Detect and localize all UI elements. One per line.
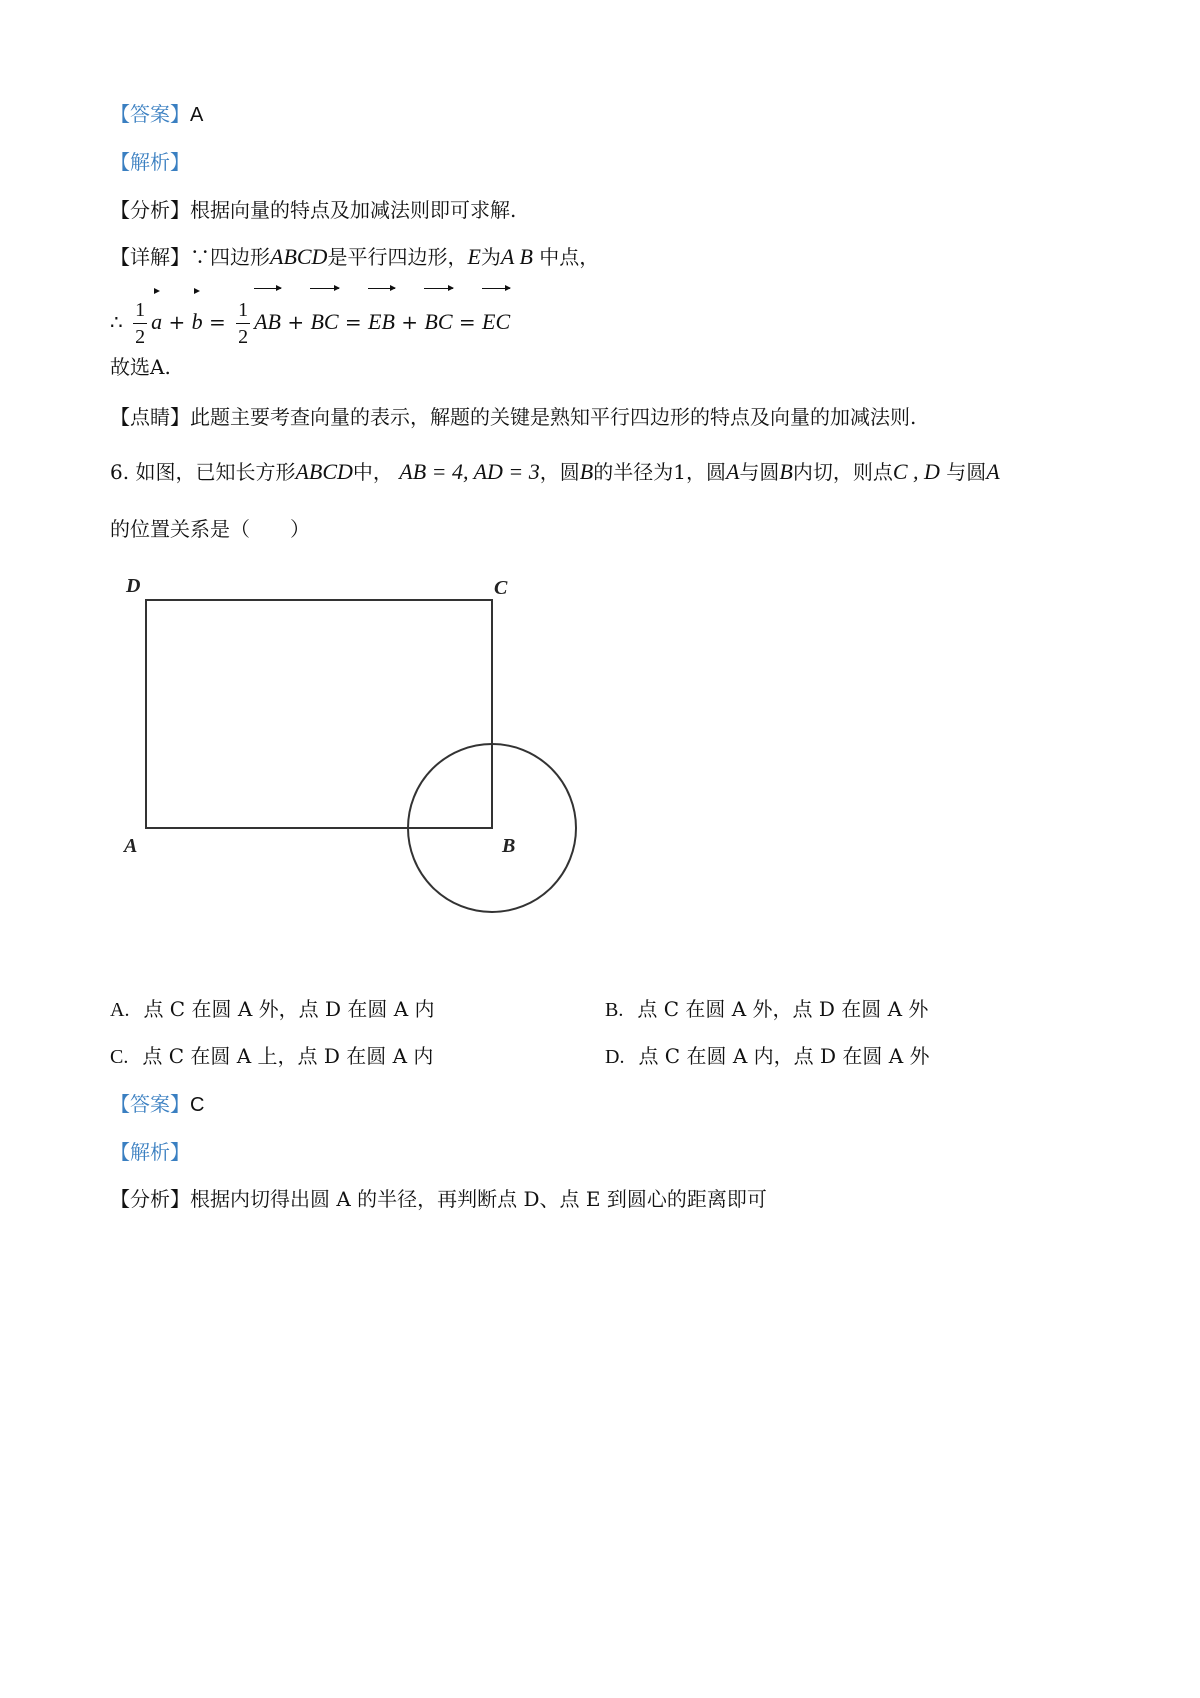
prev-analysis-line — [110, 148, 190, 176]
rectangle-abcd — [146, 600, 492, 828]
label-d: D — [126, 575, 141, 597]
option-letter: A. — [110, 999, 130, 1021]
option-text: 点 C 在圆 A 上，点 D 在圆 A 内 — [142, 1044, 434, 1068]
answer-tag: 【答案】 — [110, 1092, 190, 1116]
therefore-symbol: ∴ — [110, 310, 123, 334]
prev-xiangjie-line — [110, 243, 599, 271]
q6-abcd: ABCD — [295, 459, 353, 484]
plus-sign: + — [168, 310, 186, 334]
q6-a: A — [725, 459, 740, 484]
xiangjie-end: 中点， — [539, 245, 600, 269]
vector-ec: EC — [482, 284, 510, 350]
vector-formula — [110, 284, 510, 350]
option-text: 点 C 在圆 A 内，点 D 在圆 A 外 — [638, 1044, 930, 1068]
analysis-tag: 【解析】 — [110, 150, 190, 174]
option-letter: C. — [110, 1046, 129, 1068]
q6-analysis-line — [110, 1138, 190, 1166]
equals-sign: = — [458, 310, 476, 334]
xiangjie-e: E — [467, 244, 481, 269]
q6-stem-line-2 — [110, 515, 310, 543]
vector-b: b — [192, 286, 203, 350]
equals-sign: = — [344, 310, 362, 334]
geometry-figure — [110, 568, 590, 928]
label-a: A — [124, 835, 138, 857]
vector-eb: EB — [368, 284, 395, 350]
plus-sign: + — [401, 310, 419, 334]
answer-value: A — [190, 104, 204, 126]
equals-sign: = — [208, 310, 226, 334]
xiangjie-abcd: ABCD — [270, 244, 328, 269]
vector-bc-2: BC — [424, 284, 452, 350]
q6-b: B — [579, 459, 594, 484]
xiangjie-mid: 是平行四边形， — [327, 245, 468, 269]
fenxi-text: 根据内切得出圆 A 的半径，再判断点 D、点 E 到圆心的距离即可 — [190, 1187, 767, 1211]
answer-value: C — [190, 1094, 205, 1116]
q6-b-2: B — [779, 459, 793, 484]
option-c[interactable] — [110, 1042, 433, 1071]
option-a[interactable] — [110, 995, 435, 1024]
prev-choose-line — [110, 353, 171, 381]
xiangjie-wei: 为 — [480, 245, 501, 269]
analysis-tag: 【解析】 — [110, 1140, 190, 1164]
q6-text-4: 的半径为1，圆 — [593, 460, 726, 484]
label-c: C — [494, 577, 508, 599]
question-number: 6. — [110, 460, 130, 484]
prev-dianjing-line — [110, 403, 916, 431]
q6-text-5: 与圆 — [739, 460, 780, 484]
fenxi-tag: 【分析】 — [110, 198, 190, 222]
vector-bc: BC — [310, 284, 338, 350]
q6-fenxi-line — [110, 1185, 767, 1213]
fenxi-tag: 【分析】 — [110, 1187, 190, 1211]
dianjing-text: 此题主要考查向量的表示，解题的关键是熟知平行四边形的特点及向量的加减法则. — [190, 405, 917, 429]
q6-given: AB = 4, AD = 3 — [399, 459, 540, 484]
xiangjie-because: ∵四边形 — [190, 245, 270, 269]
prev-answer-line — [110, 100, 203, 129]
fraction-half-2 — [236, 297, 250, 350]
q6-cd: C , D — [892, 459, 940, 484]
q6-text-line2: 的位置关系是（ ） — [110, 517, 310, 541]
q6-answer-line — [110, 1090, 204, 1119]
q6-text-6: 内切，则点 — [792, 460, 893, 484]
q6-a-2: A — [986, 459, 1000, 484]
option-b[interactable] — [605, 995, 928, 1024]
fraction-numerator: 1 — [135, 299, 146, 321]
xiangjie-ab: A B — [500, 244, 533, 269]
fraction-half-1 — [133, 297, 147, 350]
prev-fenxi-line — [110, 196, 516, 224]
vector-ab: AB — [254, 284, 281, 350]
option-text: 点 C 在圆 A 外，点 D 在圆 A 内 — [143, 997, 435, 1021]
q6-text-2: 中， — [352, 460, 393, 484]
dianjing-tag: 【点睛】 — [110, 405, 190, 429]
option-letter: B. — [605, 999, 624, 1021]
label-b: B — [502, 835, 516, 857]
fraction-denominator: 2 — [135, 326, 146, 348]
choose-text: 故选A. — [110, 355, 171, 379]
xiangjie-tag: 【详解】 — [110, 245, 190, 269]
q6-stem-line-1 — [110, 458, 1000, 486]
fraction-denominator: 2 — [238, 326, 249, 348]
option-d[interactable] — [605, 1042, 930, 1071]
option-letter: D. — [605, 1046, 625, 1068]
answer-tag: 【答案】 — [110, 102, 190, 126]
q6-text-3: ，圆 — [539, 460, 580, 484]
q6-text-1: 如图，已知长方形 — [135, 460, 296, 484]
vector-a: a — [151, 286, 162, 350]
option-text: 点 C 在圆 A 外，点 D 在圆 A 外 — [637, 997, 929, 1021]
plus-sign: + — [287, 310, 305, 334]
q6-text-7: 与圆 — [946, 460, 987, 484]
fenxi-text: 根据向量的特点及加减法则即可求解. — [190, 198, 517, 222]
fraction-numerator: 1 — [238, 299, 249, 321]
